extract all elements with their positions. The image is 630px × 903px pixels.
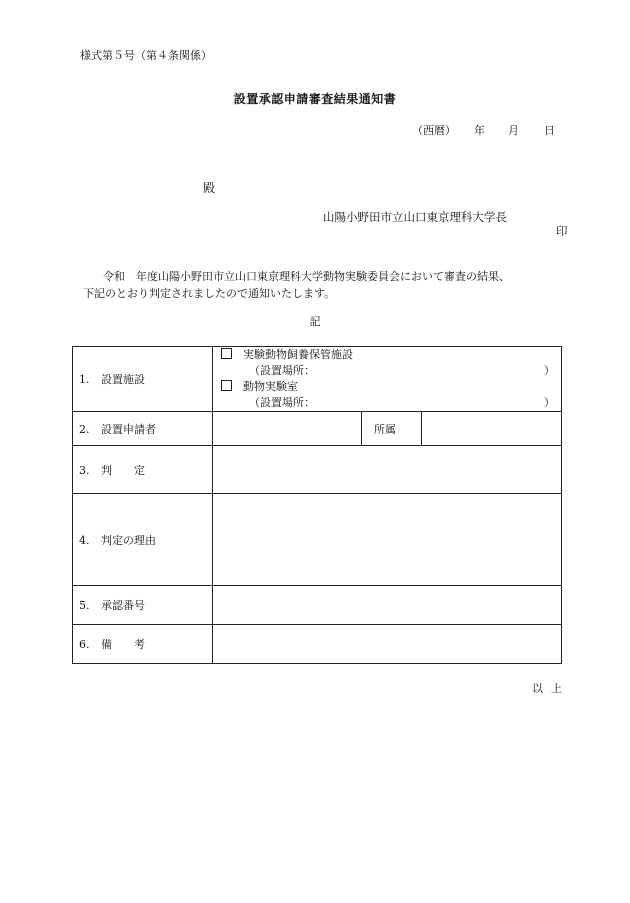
table-row bbox=[73, 494, 562, 586]
form-table bbox=[72, 346, 562, 664]
option-label: 動物実験室 bbox=[243, 380, 298, 393]
sender-name: 山陽小野田市立山口東京理科大学長 bbox=[323, 210, 507, 224]
row-label-approval-number bbox=[73, 586, 213, 625]
ki-heading: 記 bbox=[309, 315, 321, 328]
row-label: 備 考 bbox=[101, 638, 145, 651]
table-row bbox=[73, 446, 562, 494]
table-row bbox=[73, 625, 562, 664]
applicant-field[interactable] bbox=[213, 412, 362, 446]
form-number: 様式第５号（第４条関係） bbox=[80, 49, 212, 62]
document-title: 設置承認申請審査結果通知書 bbox=[233, 92, 397, 106]
row-number: 3. bbox=[79, 463, 90, 477]
row-number: 4. bbox=[79, 533, 90, 547]
addressee-honorific: 殿 bbox=[203, 181, 216, 195]
date-year: 年 bbox=[474, 124, 485, 137]
end-mark: 以上 bbox=[532, 682, 570, 695]
approval-number-field[interactable] bbox=[213, 586, 562, 625]
date-line bbox=[412, 122, 555, 138]
row-label-reason bbox=[73, 494, 213, 586]
option-animal-facility[interactable] bbox=[213, 347, 561, 363]
body-line-2: 下記のとおり判定されましたので通知いたします。 bbox=[83, 287, 336, 300]
row-label-remarks bbox=[73, 625, 213, 664]
row-number: 1. bbox=[79, 373, 90, 386]
row-label-applicant bbox=[73, 412, 213, 446]
reason-field[interactable] bbox=[213, 494, 562, 586]
row-label: 判 定 bbox=[101, 463, 145, 477]
table-row bbox=[73, 586, 562, 625]
date-month: 月 bbox=[508, 124, 519, 137]
table-row bbox=[73, 347, 562, 412]
seal-mark: 印 bbox=[556, 224, 568, 238]
table-row bbox=[73, 412, 562, 446]
location-line-1 bbox=[213, 363, 561, 379]
row-label: 設置施設 bbox=[101, 373, 145, 386]
judgment-field[interactable] bbox=[213, 446, 562, 494]
location-label: （設置場所： bbox=[249, 364, 315, 377]
location-line-2 bbox=[213, 395, 561, 411]
facility-options bbox=[213, 347, 562, 412]
option-lab-room[interactable] bbox=[213, 379, 561, 395]
date-day: 日 bbox=[544, 124, 555, 137]
location-label: （設置場所： bbox=[249, 396, 315, 409]
row-label: 設置申請者 bbox=[101, 422, 156, 436]
option-label: 実験動物飼養保管施設 bbox=[243, 348, 353, 361]
checkbox-animal-facility[interactable] bbox=[221, 348, 232, 359]
affiliation-field[interactable] bbox=[422, 412, 562, 446]
remarks-field[interactable] bbox=[213, 625, 562, 664]
row-number: 5. bbox=[79, 599, 90, 612]
checkbox-lab-room[interactable] bbox=[221, 380, 232, 391]
affiliation-label: 所属 bbox=[362, 412, 422, 446]
date-era: （西暦） bbox=[412, 124, 456, 137]
body-line-1: 令和 年度山陽小野田市立山口東京理科大学動物実験委員会において審査の結果、 bbox=[103, 270, 510, 283]
row-label: 承認番号 bbox=[101, 599, 145, 612]
row-label-judgment bbox=[73, 446, 213, 494]
row-label-facility bbox=[73, 347, 213, 412]
location-close: ） bbox=[544, 396, 555, 409]
location-close: ） bbox=[544, 364, 555, 377]
row-number: 2. bbox=[79, 422, 90, 436]
row-label: 判定の理由 bbox=[101, 533, 156, 547]
row-number: 6. bbox=[79, 638, 90, 651]
